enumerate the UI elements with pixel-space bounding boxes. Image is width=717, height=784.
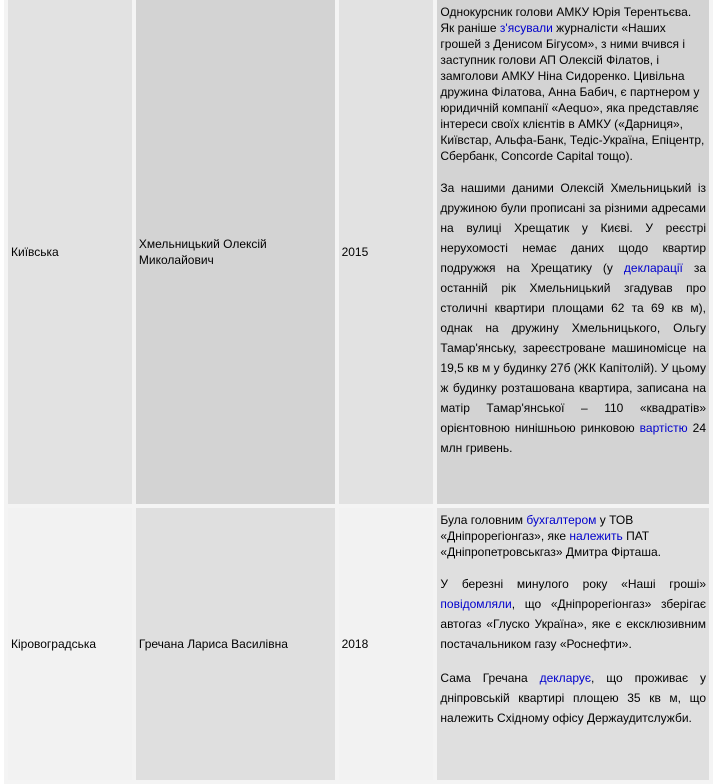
notes-paragraph: Була головним бухгалтером у ТОВ «Дніпрорегіонгаз», яке належить ПАТ «Дніпропетровськгаз» Дмитра Фірташа.	[440, 513, 661, 559]
notes-cell	[437, 0, 709, 504]
name-cell: Хмельницький Олексій Миколайович	[136, 0, 335, 504]
reported-link[interactable]: повідомляли	[440, 597, 512, 611]
table-row	[8, 508, 709, 780]
year-cell: 2018	[339, 508, 434, 780]
region-cell: Кіровоградська	[8, 508, 132, 780]
officials-table	[4, 0, 713, 784]
name-cell: Гречана Лариса Василівна	[136, 508, 335, 780]
notes-paragraph: Сама Гречана декларує, що проживає у дніпровській квартирі площею 35 кв м, що належить Східному офісу Держаудитслужби.	[440, 671, 706, 725]
value-link[interactable]: вартістю	[639, 421, 688, 435]
notes-cell	[437, 508, 709, 780]
region-cell: Київська	[8, 0, 132, 504]
declares-link[interactable]: декларує	[539, 671, 592, 685]
source-link[interactable]: з'ясували	[499, 21, 553, 35]
declaration-link[interactable]: декларації	[623, 261, 683, 275]
notes-paragraph: Однокурсник голови АМКУ Юрія Терентьєва. Як раніше з'ясували журналісти «Наших грошей з Денисом Бігусом», з ними вчився і заступник голови АП Олексій Філатов, і замголови АМКУ Ніна Сидоренко. Цивільна дружина Філатова, Анна Бабич, є партнером у юридичній компанії «Aequo», яка представляє інтереси своїх клієнтів в АМКУ («Дарниця», Київстар, Альфа-Банк, Тедіс-Україна, Епіцентр, Сбербанк, Concorde Capital тощо).	[440, 5, 705, 163]
table-row	[8, 0, 709, 504]
accountant-link[interactable]: бухгалтером	[526, 513, 597, 527]
owner-link[interactable]: належить	[569, 529, 623, 543]
notes-paragraph: За нашими даними Олексій Хмельницький із дружиною були прописані за різними адресами на вулиці Хрещатик у Києві. У реєстрі нерухомості немає даних щодо квартир подружжя на Хрещатику (у декларації за останній рік Хмельницький згадував про столичні квартири площами 62 та 69 кв м), однак на дружину Хмельницького, Ольгу Тамар'янську, зареєстроване машиномісце на 19,5 кв м у будинку 27б (ЖК Капітолій). У цьому ж будинку розташована квартира, записана на матір Тамар'янської – 110 «квадратів» орієнтовною нинішньою ринковою вартістю 24 млн гривень.	[440, 181, 706, 455]
year-cell: 2015	[339, 0, 434, 504]
notes-paragraph: У березні минулого року «Наші гроші» повідомляли, що «Дніпрорегіонгаз» зберігає автогаз «Глуско Україна», яке є ексклюзивним постачальником газу «Роснефти».	[440, 577, 706, 651]
